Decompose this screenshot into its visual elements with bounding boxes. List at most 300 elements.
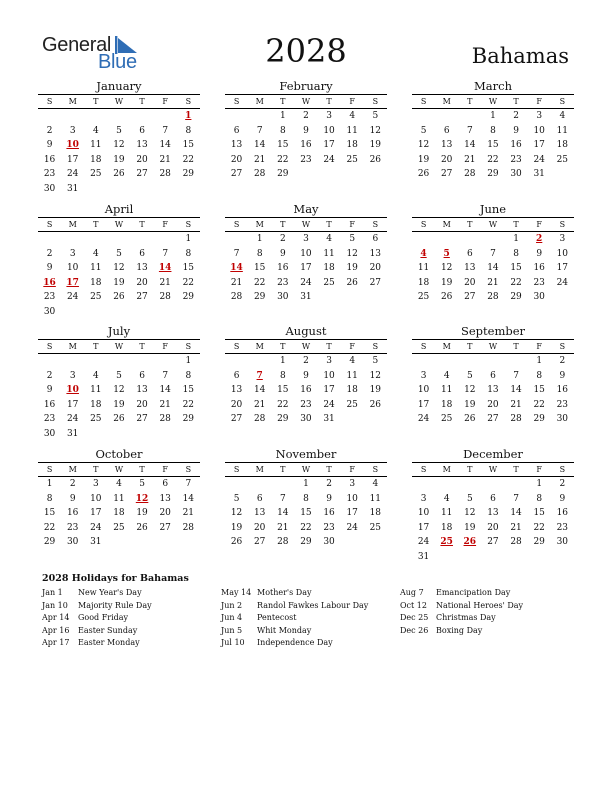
- week-row: [38, 521, 200, 536]
- day-cell: 6: [490, 493, 496, 504]
- weekday-label: S: [420, 97, 427, 106]
- week-row: [225, 354, 387, 369]
- holiday-day-cell: 4: [420, 248, 427, 259]
- weekday-header-row: [38, 94, 200, 109]
- day-cell: 29: [510, 292, 522, 302]
- day-cell: 17: [417, 399, 430, 410]
- weekday-label: S: [233, 97, 240, 106]
- day-cell: 7: [513, 370, 519, 381]
- day-cell: 4: [92, 125, 99, 136]
- week-row: [225, 124, 387, 139]
- day-cell: 7: [466, 125, 473, 136]
- day-cell: [458, 550, 481, 565]
- holiday-name: Randol Fawkes Labour Day: [257, 600, 369, 610]
- day-cell: 25: [113, 522, 125, 533]
- day-cell: 22: [487, 154, 499, 165]
- day-cell: 8: [185, 248, 192, 259]
- weekday-label: W: [301, 342, 311, 351]
- weekday-label: F: [536, 465, 542, 474]
- month-title: March: [474, 79, 512, 93]
- day-cell: 10: [417, 385, 430, 395]
- day-cell: [458, 354, 481, 369]
- day-cell: [341, 535, 364, 550]
- day-cell: 12: [464, 385, 476, 395]
- day-cell: 15: [487, 140, 499, 150]
- weekday-label: F: [162, 342, 168, 351]
- day-cell: 18: [346, 140, 358, 150]
- week-row: [412, 383, 574, 398]
- week-row: [38, 535, 200, 550]
- day-cell: 28: [510, 414, 522, 424]
- day-cell: 9: [536, 248, 543, 259]
- day-cell: 28: [230, 292, 243, 302]
- weekday-label: S: [559, 342, 566, 351]
- day-cell: 16: [300, 140, 312, 150]
- weekday-label: M: [255, 342, 264, 351]
- day-cell: 24: [533, 154, 545, 165]
- week-row: [412, 290, 574, 305]
- holiday-day-cell: 2: [536, 234, 543, 244]
- day-cell: 2: [326, 479, 332, 489]
- week-row: [38, 124, 200, 139]
- month-title: August: [285, 324, 327, 338]
- week-row: [38, 398, 200, 413]
- week-row: [412, 138, 574, 153]
- day-cell: 1: [536, 356, 543, 366]
- day-cell: [248, 477, 271, 492]
- day-cell: 2: [559, 479, 566, 489]
- day-cell: 25: [90, 414, 102, 424]
- day-cell: [131, 354, 154, 369]
- week-row: [412, 124, 574, 139]
- day-cell: 16: [43, 399, 56, 410]
- week-row: [38, 182, 200, 197]
- day-cell: [225, 477, 248, 492]
- day-cell: 10: [66, 263, 79, 273]
- week-row: [225, 398, 387, 413]
- day-cell: 14: [159, 140, 171, 150]
- day-cell: [107, 109, 130, 124]
- day-cell: 19: [113, 277, 125, 288]
- weekday-label: F: [536, 220, 542, 229]
- day-cell: 5: [116, 125, 122, 136]
- week-row: [412, 276, 574, 291]
- weekday-label: S: [420, 465, 427, 474]
- day-cell: 3: [349, 479, 356, 489]
- holiday-day-cell: 14: [230, 263, 243, 273]
- day-cell: 5: [466, 493, 473, 504]
- day-cell: 19: [136, 508, 148, 518]
- day-cell: 13: [464, 263, 476, 273]
- weekday-label: W: [114, 220, 124, 229]
- day-cell: 7: [162, 248, 169, 259]
- week-row: [412, 109, 574, 124]
- holiday-day-cell: 16: [43, 277, 56, 288]
- day-cell: 24: [323, 154, 335, 165]
- day-cell: 26: [346, 277, 358, 288]
- weekday-label: T: [326, 97, 332, 106]
- day-cell: [154, 427, 177, 442]
- day-cell: 17: [417, 522, 430, 533]
- weekday-label: S: [46, 465, 53, 474]
- holidays-title: 2028 Holidays for Bahamas: [42, 573, 189, 584]
- day-cell: 1: [279, 111, 286, 121]
- week-row: [412, 398, 574, 413]
- day-cell: 22: [533, 522, 545, 533]
- day-cell: 13: [136, 385, 148, 395]
- day-cell: 23: [43, 292, 56, 302]
- day-cell: 28: [253, 169, 266, 179]
- day-cell: 12: [346, 248, 358, 259]
- day-cell: 24: [556, 277, 569, 288]
- weekday-label: W: [488, 465, 498, 474]
- day-cell: 27: [136, 292, 148, 302]
- day-cell: [131, 109, 154, 124]
- day-cell: 18: [369, 508, 382, 518]
- day-cell: 20: [136, 277, 148, 288]
- day-cell: 31: [300, 292, 312, 302]
- day-cell: 27: [159, 522, 171, 533]
- day-cell: 6: [443, 125, 450, 136]
- day-cell: [412, 477, 435, 492]
- holiday-column: [400, 587, 523, 637]
- day-cell: [458, 477, 481, 492]
- day-cell: 21: [487, 277, 499, 288]
- weekday-label: T: [93, 97, 99, 106]
- calendar-year: 2028: [265, 32, 347, 70]
- day-cell: 23: [300, 154, 312, 165]
- weekday-label: S: [46, 220, 53, 229]
- week-row: [412, 550, 574, 565]
- weekday-label: T: [326, 342, 332, 351]
- day-cell: 24: [417, 414, 430, 424]
- day-cell: 21: [277, 522, 289, 533]
- holiday-name: Independence Day: [257, 638, 333, 647]
- day-cell: 8: [185, 370, 192, 381]
- day-cell: [341, 412, 364, 427]
- day-cell: 25: [90, 169, 102, 179]
- day-cell: 29: [182, 292, 195, 302]
- holiday-date: Oct 12: [400, 600, 427, 610]
- month-june: [412, 201, 574, 305]
- weekday-label: S: [420, 342, 427, 351]
- day-cell: 27: [136, 414, 148, 424]
- day-cell: 2: [46, 370, 53, 381]
- holiday-item: [400, 587, 523, 600]
- day-cell: 12: [113, 263, 125, 273]
- day-cell: 11: [417, 263, 430, 273]
- day-cell: 25: [323, 277, 335, 288]
- week-row: [412, 492, 574, 507]
- weekday-label: S: [185, 97, 192, 106]
- day-cell: 19: [113, 399, 125, 410]
- day-cell: 11: [323, 248, 335, 259]
- day-cell: 3: [559, 234, 566, 244]
- week-row: [38, 109, 200, 124]
- day-cell: 24: [346, 522, 358, 533]
- weekday-header-row: [225, 94, 387, 109]
- holiday-date: Dec 26: [400, 625, 429, 635]
- day-cell: 6: [466, 248, 473, 259]
- day-cell: [225, 354, 248, 369]
- day-cell: 10: [346, 493, 358, 504]
- weekday-label: S: [372, 465, 379, 474]
- day-cell: 1: [185, 234, 192, 244]
- day-cell: 10: [323, 125, 335, 136]
- day-cell: 16: [556, 385, 569, 395]
- week-row: [225, 521, 387, 536]
- day-cell: 29: [300, 537, 312, 547]
- day-cell: 13: [253, 508, 266, 518]
- day-cell: [107, 305, 130, 320]
- week-row: [412, 153, 574, 168]
- day-cell: 1: [279, 356, 286, 366]
- day-cell: 7: [513, 493, 519, 504]
- day-cell: 17: [90, 508, 102, 518]
- day-cell: 11: [90, 263, 102, 273]
- day-cell: 30: [556, 537, 569, 547]
- day-cell: 26: [113, 169, 125, 179]
- day-cell: 25: [346, 399, 358, 410]
- day-cell: [294, 167, 317, 182]
- weekday-label: M: [68, 97, 77, 106]
- month-title: February: [279, 79, 333, 93]
- holiday-column: [42, 587, 152, 650]
- holiday-day-cell: 25: [440, 537, 453, 547]
- holiday-day-cell: 1: [185, 111, 192, 121]
- day-cell: 3: [69, 125, 76, 136]
- week-row: [225, 153, 387, 168]
- day-cell: 11: [440, 508, 453, 518]
- day-cell: 24: [417, 537, 430, 547]
- day-cell: 21: [159, 399, 171, 410]
- day-cell: 9: [303, 125, 309, 136]
- day-cell: 23: [277, 277, 289, 288]
- week-row: [225, 383, 387, 398]
- day-cell: 22: [300, 522, 312, 533]
- holiday-item: [221, 612, 368, 625]
- week-row: [412, 354, 574, 369]
- day-cell: 2: [46, 248, 53, 259]
- day-cell: 21: [253, 154, 266, 165]
- week-row: [412, 506, 574, 521]
- weekday-label: S: [46, 97, 53, 106]
- day-cell: 15: [182, 263, 195, 273]
- day-cell: 10: [90, 493, 102, 504]
- day-cell: [248, 109, 271, 124]
- day-cell: 19: [464, 399, 476, 410]
- day-cell: 23: [300, 399, 312, 410]
- day-cell: 3: [69, 248, 76, 259]
- day-cell: 18: [90, 154, 102, 165]
- day-cell: [154, 305, 177, 320]
- day-cell: 25: [440, 414, 453, 424]
- day-cell: 21: [510, 522, 522, 533]
- day-cell: 1: [46, 479, 53, 489]
- day-cell: 22: [182, 277, 195, 288]
- day-cell: [435, 232, 458, 247]
- day-cell: 2: [279, 234, 286, 244]
- day-cell: 20: [253, 522, 266, 533]
- day-cell: 14: [159, 385, 171, 395]
- day-cell: 27: [253, 537, 266, 547]
- weekday-label: F: [536, 97, 542, 106]
- day-cell: 21: [510, 399, 522, 410]
- day-cell: 29: [277, 169, 289, 179]
- day-cell: 12: [113, 385, 125, 395]
- weekday-label: S: [559, 220, 566, 229]
- holiday-date: Aug 7: [400, 588, 424, 597]
- week-row: [225, 492, 387, 507]
- day-cell: [154, 109, 177, 124]
- holiday-item: [400, 600, 523, 613]
- day-cell: 31: [417, 551, 430, 562]
- weekday-label: W: [114, 465, 124, 474]
- weekday-label: S: [233, 220, 240, 229]
- day-cell: 30: [43, 306, 56, 317]
- day-cell: [551, 290, 574, 305]
- day-cell: 15: [182, 140, 195, 150]
- day-cell: 29: [277, 414, 289, 424]
- day-cell: 15: [253, 263, 266, 273]
- day-cell: 4: [326, 234, 332, 244]
- weekday-header-row: [412, 339, 574, 354]
- day-cell: 2: [69, 479, 76, 489]
- holiday-date: Jan 1: [42, 588, 63, 597]
- month-july: [38, 323, 200, 441]
- day-cell: 9: [326, 493, 332, 504]
- holiday-date: Jan 10: [42, 600, 68, 610]
- week-row: [225, 369, 387, 384]
- week-row: [38, 412, 200, 427]
- weekday-header-row: [225, 462, 387, 477]
- day-cell: 28: [159, 414, 171, 424]
- day-cell: [505, 477, 528, 492]
- day-cell: [154, 535, 177, 550]
- day-cell: [458, 109, 481, 124]
- weekday-label: T: [280, 97, 286, 106]
- week-row: [38, 477, 200, 492]
- weekday-label: S: [559, 465, 566, 474]
- weekday-label: M: [442, 97, 451, 106]
- weekday-label: M: [255, 220, 264, 229]
- day-cell: 11: [369, 493, 382, 504]
- day-cell: 13: [487, 385, 499, 395]
- day-cell: 27: [230, 169, 243, 179]
- day-cell: 12: [417, 140, 430, 150]
- day-cell: 31: [66, 428, 79, 439]
- week-row: [225, 167, 387, 182]
- day-cell: [364, 290, 387, 305]
- weekday-label: S: [185, 220, 192, 229]
- month-title: May: [293, 202, 319, 216]
- day-cell: 13: [487, 508, 499, 518]
- day-cell: 19: [440, 277, 453, 288]
- day-cell: 11: [556, 125, 569, 136]
- holiday-day-cell: 26: [463, 537, 477, 547]
- day-cell: [435, 354, 458, 369]
- day-cell: 4: [443, 370, 450, 381]
- week-row: [38, 138, 200, 153]
- weekday-label: F: [349, 97, 355, 106]
- weekday-label: W: [114, 97, 124, 106]
- day-cell: 4: [443, 493, 450, 504]
- week-row: [412, 369, 574, 384]
- day-cell: 5: [466, 370, 473, 381]
- day-cell: 13: [159, 493, 171, 504]
- day-cell: 26: [369, 399, 382, 410]
- weekday-label: W: [488, 220, 498, 229]
- day-cell: 10: [417, 508, 430, 518]
- day-cell: [364, 412, 387, 427]
- day-cell: 10: [300, 248, 312, 259]
- month-april: [38, 201, 200, 319]
- day-cell: 8: [513, 248, 519, 259]
- day-cell: [131, 535, 154, 550]
- day-cell: 28: [487, 292, 499, 302]
- week-row: [38, 261, 200, 276]
- day-cell: [84, 182, 107, 197]
- day-cell: 27: [464, 292, 476, 302]
- day-cell: 6: [139, 370, 145, 381]
- weekday-label: M: [255, 97, 264, 106]
- day-cell: 12: [440, 263, 453, 273]
- week-row: [225, 506, 387, 521]
- week-row: [38, 506, 200, 521]
- day-cell: 30: [43, 183, 56, 194]
- day-cell: 18: [323, 263, 335, 273]
- day-cell: [131, 182, 154, 197]
- day-cell: 24: [66, 292, 79, 302]
- weekday-label: S: [46, 342, 53, 351]
- day-cell: 8: [46, 493, 53, 504]
- day-cell: [481, 550, 504, 565]
- holiday-date: Apr 16: [42, 625, 70, 635]
- day-cell: [61, 354, 84, 369]
- day-cell: [177, 182, 200, 197]
- month-title: October: [95, 447, 143, 461]
- day-cell: 3: [303, 234, 309, 244]
- day-cell: 9: [559, 370, 566, 381]
- holiday-name: Majority Rule Day: [78, 600, 152, 610]
- day-cell: 28: [159, 292, 171, 302]
- day-cell: [177, 427, 200, 442]
- month-title: September: [460, 324, 526, 338]
- day-cell: 6: [139, 248, 145, 259]
- day-cell: [435, 109, 458, 124]
- day-cell: 7: [279, 493, 286, 504]
- holiday-day-cell: 12: [135, 493, 149, 504]
- month-title: November: [275, 447, 337, 461]
- week-row: [225, 247, 387, 262]
- holiday-date: Apr 14: [42, 613, 70, 622]
- day-cell: 18: [556, 140, 569, 150]
- day-cell: [84, 232, 107, 247]
- months-grid: [38, 78, 575, 568]
- day-cell: 27: [230, 414, 243, 424]
- weekday-header-row: [225, 217, 387, 232]
- day-cell: 15: [182, 385, 195, 395]
- day-cell: [435, 477, 458, 492]
- week-row: [412, 477, 574, 492]
- day-cell: 23: [510, 154, 522, 165]
- holiday-date: Dec 25: [400, 613, 429, 622]
- week-row: [225, 232, 387, 247]
- day-cell: [84, 427, 107, 442]
- day-cell: 6: [233, 125, 240, 136]
- day-cell: 29: [182, 414, 195, 424]
- day-cell: [481, 232, 504, 247]
